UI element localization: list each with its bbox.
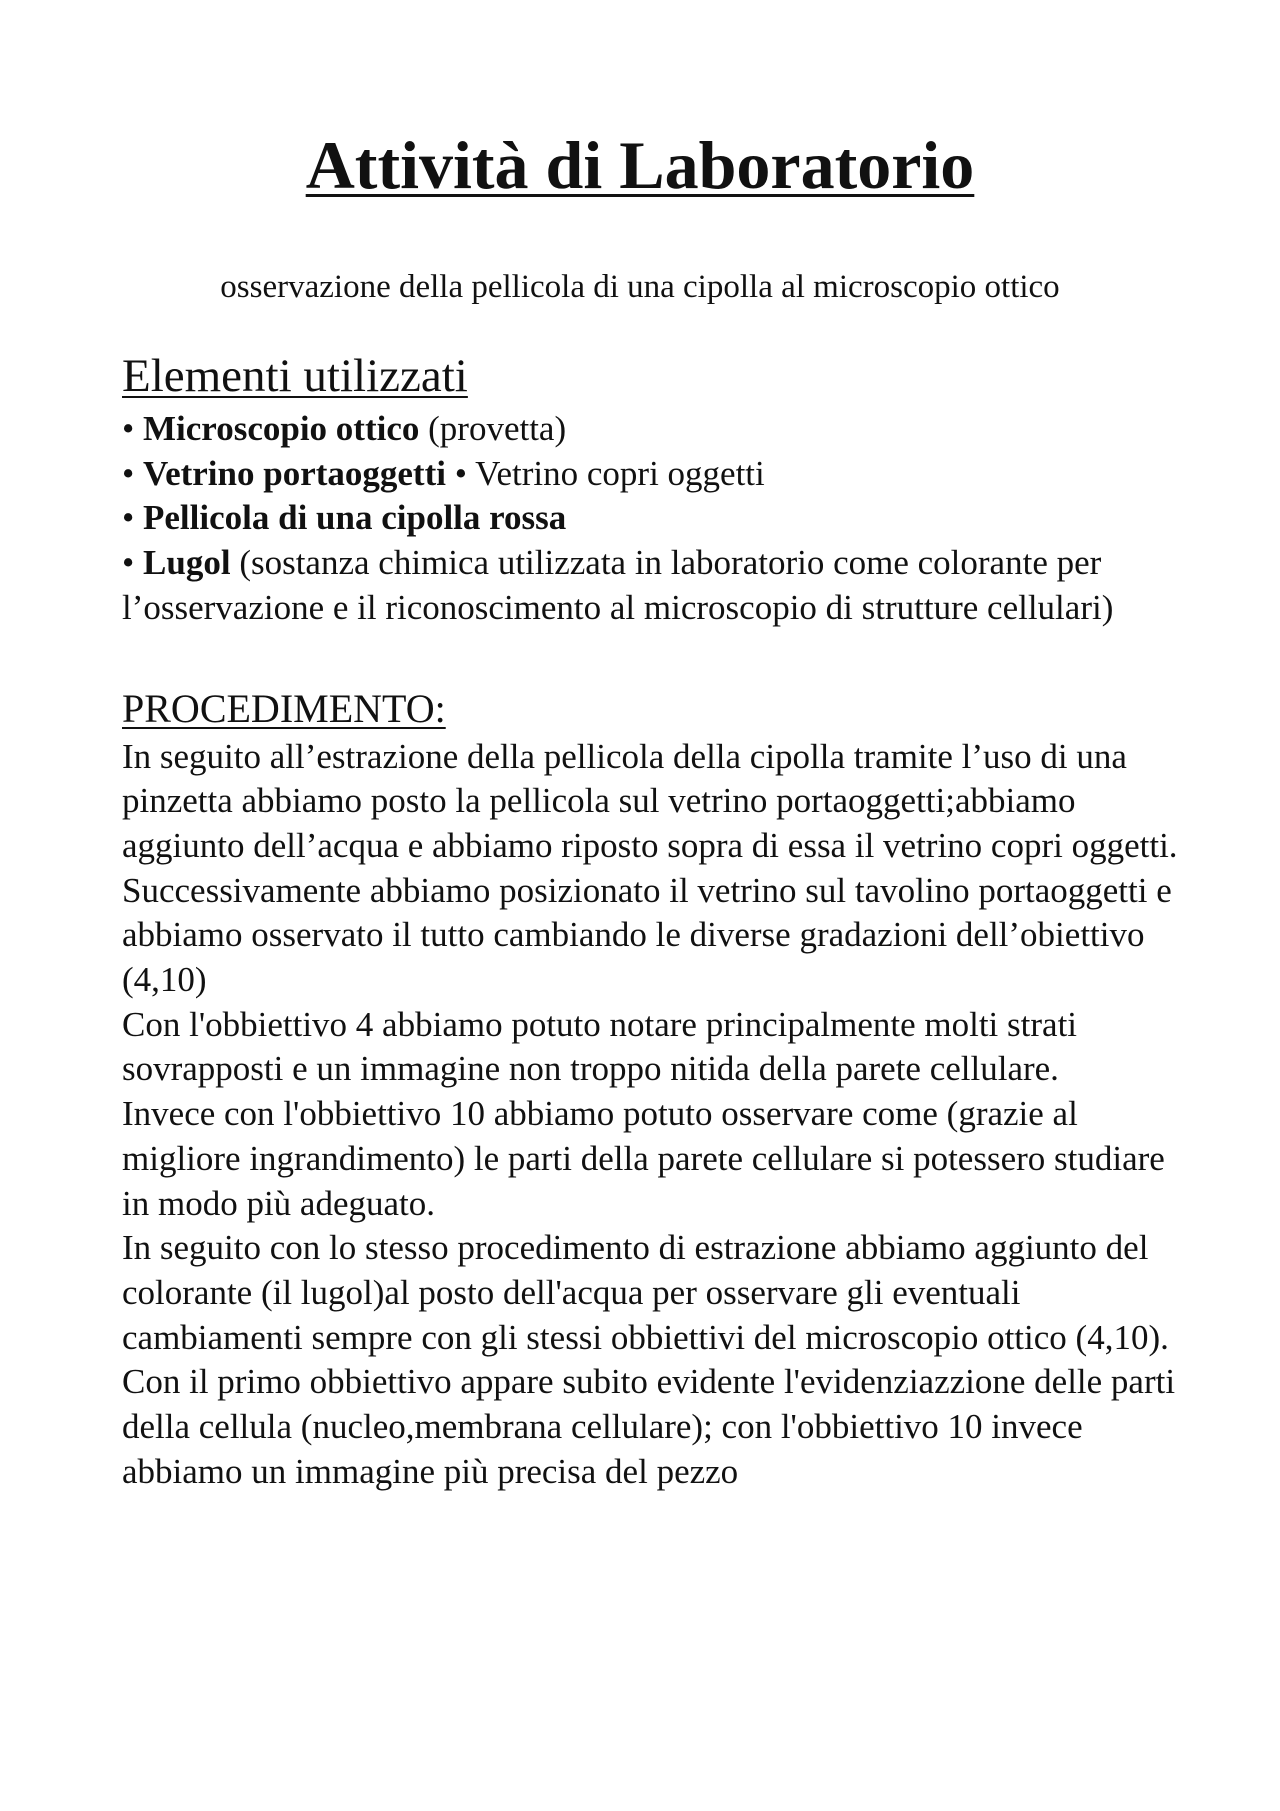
procedure-paragraph: Invece con l'obbiettivo 10 abbiamo potuto osservare come (grazie al migliore ingrandimento) le parti della parete cellulare si potessero studiare in modo più adeguato. <box>122 1094 1165 1223</box>
procedure-heading: PROCEDIMENTO: <box>122 685 446 731</box>
materials-item-note: (sostanza chimica utilizzata in laboratorio come colorante per l’osservazione e il riconoscimento al microscopio di strutture cellulari) <box>122 543 1114 627</box>
materials-list <box>122 407 1182 631</box>
bullet: • <box>122 409 135 448</box>
materials-item-name: Pellicola di una cipolla rossa <box>143 498 567 538</box>
materials-item-slide <box>122 452 1182 497</box>
materials-item-name: Vetrino portaoggetti <box>143 453 446 493</box>
page-title <box>0 122 1280 208</box>
procedure-paragraph: In seguito all’estrazione della pellicola della cipolla tramite l’uso di una pinzetta abbiamo posto la pellicola sul vetrino portaoggetti;abbiamo aggiunto dell’acqua e abbiamo riposto sopra di essa il vetrino copri oggetti. Successivamente abbiamo posizionato il vetrino sul tavolino portaoggetti e abbiamo osservato il tutto cambiando le diverse gradazioni dell’obiettivo (4,10) <box>122 736 1178 1000</box>
section-spacer <box>122 631 1182 683</box>
materials-item-onion-film <box>122 496 1182 541</box>
materials-item-name: Lugol <box>143 543 231 583</box>
bullet: • <box>122 498 135 538</box>
materials-item-note: (provetta) <box>419 409 567 448</box>
bullet: • <box>122 453 135 493</box>
materials-item-microscope <box>122 407 1182 452</box>
page-subtitle: osservazione della pellicola di una cipolla al microscopio ottico <box>220 269 1060 305</box>
bullet: • <box>122 543 135 583</box>
materials-item-name: Microscopio ottico <box>143 409 420 448</box>
page-title-text: Attività di Laboratorio <box>305 127 975 203</box>
procedure-paragraph: Con il primo obbiettivo appare subito evidente l'evidenziazzione delle parti della cellula (nucleo,membrana cellulare); con l'obbiettivo 10 invece abbiamo un immagine più precisa del pezzo <box>122 1362 1176 1491</box>
procedure-body <box>122 735 1182 1495</box>
materials-item-note: • Vetrino copri oggetti <box>445 453 765 493</box>
materials-item-lugol <box>122 541 1182 630</box>
materials-heading: Elementi utilizzati <box>122 350 468 402</box>
document-body <box>122 345 1182 1494</box>
procedure-paragraph: In seguito con lo stesso procedimento di estrazione abbiamo aggiunto del colorante (il lugol)al posto dell'acqua per osservare gli eventuali cambiamenti sempre con gli stessi obbiettivi del microscopio ottico (4,10). <box>122 1228 1169 1357</box>
procedure-paragraph: Con l'obbiettivo 4 abbiamo potuto notare principalmente molti strati sovrapposti e un immagine non troppo nitida della parete cellulare. <box>122 1004 1078 1089</box>
